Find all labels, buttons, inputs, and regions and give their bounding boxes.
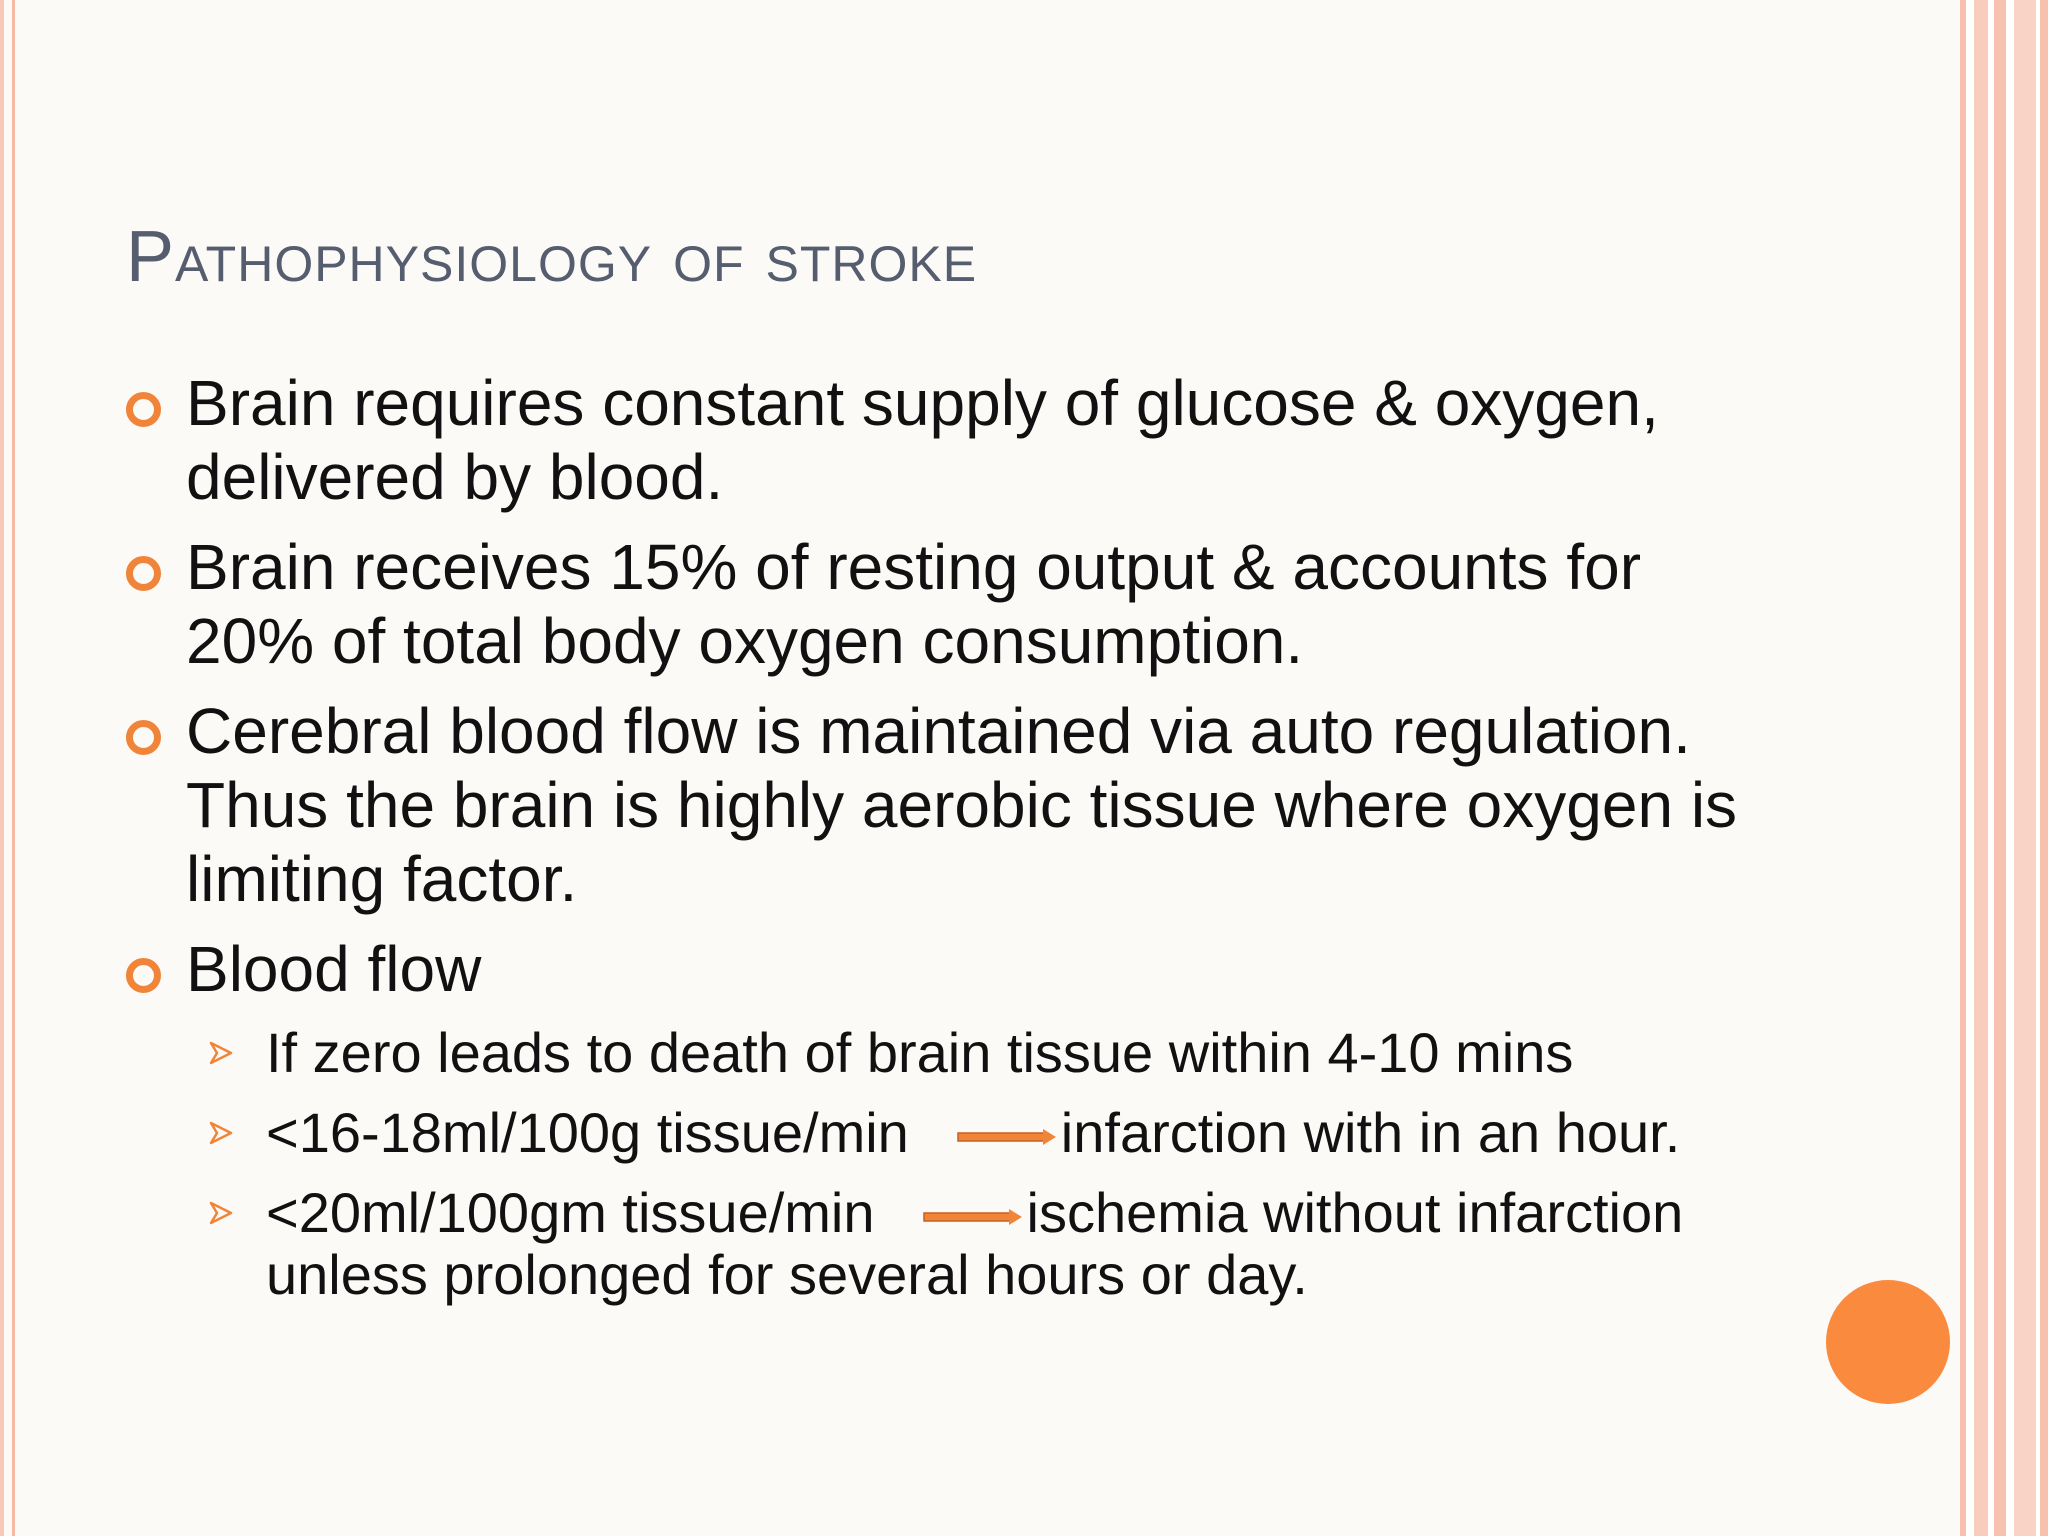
bullet-ring-icon: [126, 392, 161, 427]
sub-bullet-text: infarction with in an hour.: [1060, 1101, 1681, 1164]
bullet-item: [126, 694, 1766, 916]
bullet-item: [126, 530, 1766, 678]
sub-bullet-text: <20ml/100gm tissue/min: [266, 1181, 875, 1244]
right-border-stripe: [1994, 0, 2006, 1536]
sub-bullet-text: ischemia without infarction unless prolonged for several hours or day.: [266, 1181, 1684, 1306]
bullet-item: [126, 932, 1766, 1006]
bullet-text: Brain requires constant supply of glucose & oxygen, delivered by blood.: [186, 367, 1659, 513]
chevron-right-icon: [208, 1200, 234, 1226]
bullet-text: Brain receives 15% of resting output & accounts for 20% of total body oxygen consumption.: [186, 531, 1641, 677]
right-border-stripe: [1960, 0, 1966, 1536]
left-border-stripe: [12, 0, 15, 1536]
slide-title: Pathophysiology of stroke: [126, 217, 978, 297]
right-border-stripe: [1974, 0, 1988, 1536]
sub-bullet-item: [208, 1182, 1766, 1306]
bullet-ring-icon: [126, 958, 161, 993]
sub-bullet-list: [126, 1022, 1766, 1306]
sub-bullet-text: If zero leads to death of brain tissue within 4-10 mins: [266, 1021, 1574, 1084]
arrow-right-icon: [923, 1207, 1023, 1227]
bullet-ring-icon: [126, 556, 161, 591]
bullet-list: [126, 366, 1766, 1324]
bullet-text: Cerebral blood flow is maintained via auto regulation. Thus the brain is highly aerobic tissue where oxygen is limiting factor.: [186, 695, 1738, 915]
chevron-right-icon: [208, 1040, 234, 1066]
bullet-ring-icon: [126, 720, 161, 755]
sub-bullet-text: <16-18ml/100g tissue/min: [266, 1101, 909, 1164]
sub-bullet-item: [208, 1102, 1766, 1164]
arrow-right-icon: [957, 1127, 1057, 1147]
sub-bullet-item: [208, 1022, 1766, 1084]
bullet-item: [126, 366, 1766, 514]
bullet-text: Blood flow: [186, 933, 482, 1005]
right-border-stripe: [2040, 0, 2048, 1536]
right-border-stripe: [2014, 0, 2036, 1536]
left-border-stripe: [0, 0, 4, 1536]
chevron-right-icon: [208, 1120, 234, 1146]
decorative-orange-circle: [1826, 1280, 1950, 1404]
